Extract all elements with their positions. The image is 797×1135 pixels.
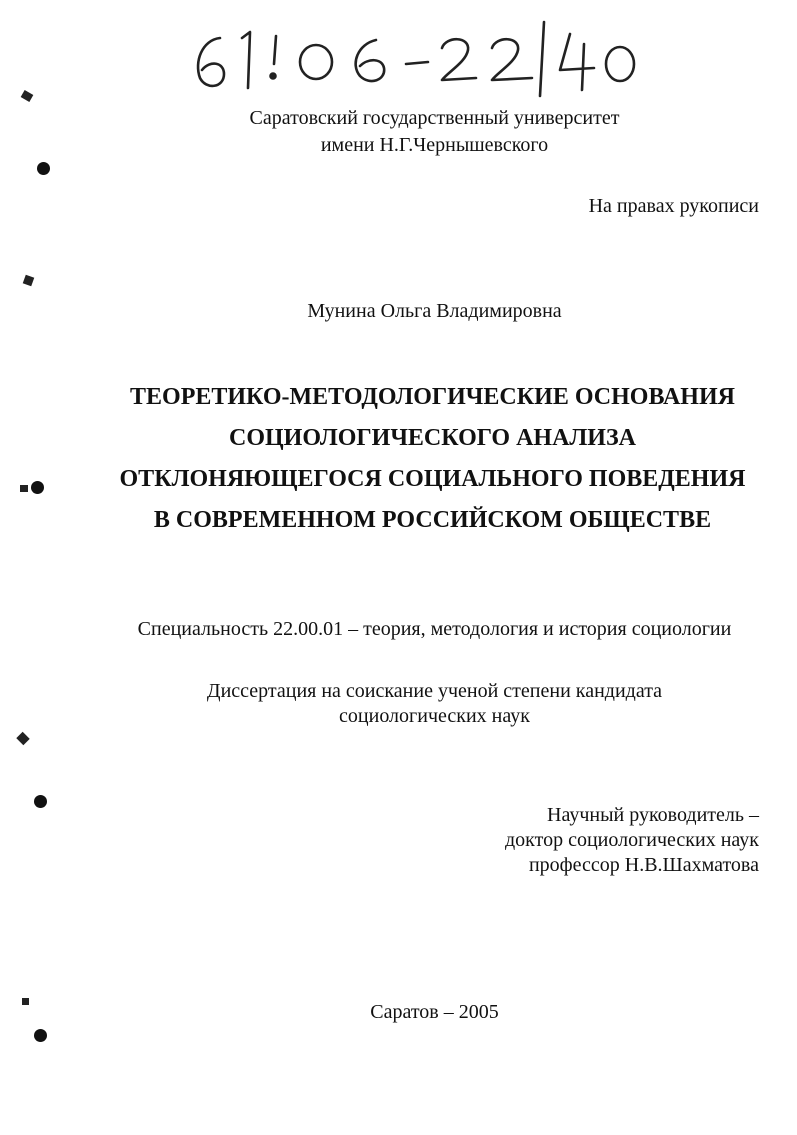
dissertation-title bbox=[60, 377, 797, 541]
handwritten-number-text bbox=[180, 18, 650, 19]
degree-line-2: социологических наук bbox=[339, 705, 530, 727]
handwritten-archive-number bbox=[180, 18, 650, 98]
handwritten-number-drawing bbox=[180, 18, 650, 98]
manuscript-rights-note: На правах рукописи bbox=[588, 195, 759, 217]
supervisor-degree: доктор социологических наук bbox=[504, 829, 759, 851]
supervisor-label: Научный руководитель – bbox=[547, 804, 759, 826]
punch-hole bbox=[31, 481, 44, 494]
title-line: ОТКЛОНЯЮЩЕГОСЯ СОЦИАЛЬНОГО ПОВЕДЕНИЯ bbox=[119, 466, 746, 492]
supervisor-name: профессор Н.В.Шахматова bbox=[528, 854, 759, 876]
scan-speck bbox=[22, 998, 29, 1005]
scan-speck bbox=[23, 275, 35, 287]
punch-hole bbox=[34, 1029, 47, 1042]
title-line: В СОВРЕМЕННОМ РОССИЙСКОМ ОБЩЕСТВЕ bbox=[153, 507, 712, 533]
university-name: Саратовский государственный университет bbox=[249, 107, 620, 129]
degree-line-1: Диссертация на соискание ученой степени кандидата bbox=[206, 680, 663, 702]
punch-hole bbox=[34, 795, 47, 808]
specialty: Специальность 22.00.01 – теория, методология и история социологии bbox=[137, 618, 732, 640]
title-line: СОЦИОЛОГИЧЕСКОГО АНАЛИЗА bbox=[229, 425, 636, 451]
scan-speck bbox=[20, 485, 28, 492]
title-line: ТЕОРЕТИКО-МЕТОДОЛОГИЧЕСКИЕ ОСНОВАНИЯ bbox=[130, 384, 735, 410]
university-honorific: имени Н.Г.Чернышевского bbox=[320, 134, 549, 156]
scan-speck bbox=[16, 732, 29, 745]
punch-hole bbox=[37, 162, 50, 175]
scan-speck bbox=[21, 90, 34, 102]
city-year: Саратов – 2005 bbox=[370, 1001, 499, 1023]
author-name: Мунина Ольга Владимировна bbox=[307, 300, 562, 322]
